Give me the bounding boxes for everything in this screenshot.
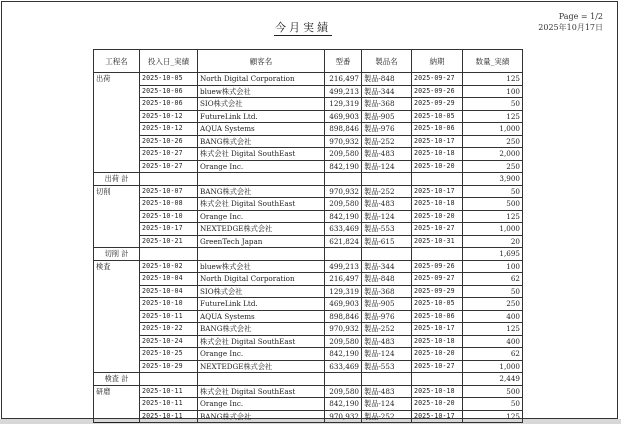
- subtotal-row: [94, 173, 523, 186]
- input-date: 2025-10-25: [140, 348, 198, 361]
- empty-cell: [198, 173, 325, 186]
- model-no: 129,319: [325, 98, 362, 111]
- quantity: 62: [463, 273, 523, 286]
- quantity: 250: [463, 160, 523, 173]
- product-name: 製品-252: [362, 323, 412, 336]
- product-name: 製品-368: [362, 98, 412, 111]
- due-date: 2025-10-17: [412, 410, 463, 423]
- product-name: 製品-252: [362, 135, 412, 148]
- model-no: 842,190: [325, 398, 362, 411]
- table-row: [94, 85, 523, 98]
- input-date: 2025-10-10: [140, 210, 198, 223]
- quantity: 125: [463, 73, 523, 86]
- product-name: 製品-344: [362, 260, 412, 273]
- product-name: 製品-848: [362, 73, 412, 86]
- model-no: 209,580: [325, 148, 362, 161]
- input-date: 2025-10-06: [140, 98, 198, 111]
- process-cell-empty: [94, 410, 140, 423]
- input-date: 2025-10-11: [140, 385, 198, 398]
- empty-cell: [198, 373, 325, 386]
- product-name: 製品-615: [362, 235, 412, 248]
- customer: North Digital Corporation: [198, 273, 325, 286]
- table-row: [94, 348, 523, 361]
- input-date: 2025-10-05: [140, 73, 198, 86]
- empty-cell: [362, 173, 412, 186]
- product-name: 製品-124: [362, 348, 412, 361]
- page-info: [538, 11, 603, 33]
- input-date: 2025-10-11: [140, 398, 198, 411]
- header-product: 製品名: [362, 50, 412, 73]
- product-name: 製品-368: [362, 285, 412, 298]
- subtotal-label: 切削 計: [94, 248, 140, 261]
- due-date: 2025-10-27: [412, 360, 463, 373]
- product-name: 製品-483: [362, 335, 412, 348]
- customer: BANG株式会社: [198, 135, 325, 148]
- empty-cell: [412, 373, 463, 386]
- model-no: 970,932: [325, 185, 362, 198]
- customer: Orange Inc.: [198, 210, 325, 223]
- product-name: 製品-124: [362, 398, 412, 411]
- header-model-no: 型番: [325, 50, 362, 73]
- quantity: 125: [463, 210, 523, 223]
- input-date: 2025-10-27: [140, 160, 198, 173]
- model-no: 216,497: [325, 273, 362, 286]
- customer: bluew株式会社: [198, 85, 325, 98]
- input-date: 2025-10-02: [140, 260, 198, 273]
- empty-cell: [198, 248, 325, 261]
- quantity: 100: [463, 85, 523, 98]
- table-row: [94, 410, 523, 423]
- customer: SIO株式会社: [198, 285, 325, 298]
- customer: AQUA Systems: [198, 123, 325, 136]
- input-date: 2025-10-21: [140, 235, 198, 248]
- model-no: 621,824: [325, 235, 362, 248]
- product-name: 製品-252: [362, 410, 412, 423]
- due-date: 2025-10-20: [412, 210, 463, 223]
- process-cell-empty: [94, 348, 140, 361]
- quantity: 1,000: [463, 223, 523, 236]
- process-cell-empty: [94, 335, 140, 348]
- quantity: 400: [463, 310, 523, 323]
- due-date: 2025-10-17: [412, 185, 463, 198]
- product-name: 製品-483: [362, 148, 412, 161]
- results-table: [93, 49, 523, 423]
- header-input-date: 投入日_実績: [140, 50, 198, 73]
- due-date: 2025-10-18: [412, 335, 463, 348]
- process-cell-empty: [94, 123, 140, 136]
- customer: AQUA Systems: [198, 310, 325, 323]
- input-date: 2025-10-11: [140, 410, 198, 423]
- model-no: 842,190: [325, 348, 362, 361]
- due-date: 2025-09-27: [412, 73, 463, 86]
- customer: GreenTech Japan: [198, 235, 325, 248]
- header-process: 工程名: [94, 50, 140, 73]
- empty-cell: [362, 373, 412, 386]
- table-row: [94, 310, 523, 323]
- subtotal-label: 検査 計: [94, 373, 140, 386]
- input-date: 2025-10-26: [140, 135, 198, 148]
- product-name: 製品-252: [362, 185, 412, 198]
- model-no: 209,580: [325, 335, 362, 348]
- customer: Orange Inc.: [198, 160, 325, 173]
- model-no: 216,497: [325, 73, 362, 86]
- due-date: 2025-10-27: [412, 223, 463, 236]
- table-row: [94, 110, 523, 123]
- table-row: [94, 73, 523, 86]
- input-date: 2025-10-08: [140, 198, 198, 211]
- model-no: 499,213: [325, 260, 362, 273]
- header-due-date: 納期: [412, 50, 463, 73]
- input-date: 2025-10-17: [140, 223, 198, 236]
- quantity: 1,000: [463, 123, 523, 136]
- subtotal-row: [94, 373, 523, 386]
- due-date: 2025-09-26: [412, 85, 463, 98]
- subtotal-quantity: 3,900: [463, 173, 523, 186]
- empty-cell: [325, 373, 362, 386]
- empty-cell: [140, 248, 198, 261]
- product-name: 製品-848: [362, 273, 412, 286]
- report-title: 今月実績: [275, 21, 331, 34]
- process-cell-empty: [94, 298, 140, 311]
- process-cell-empty: [94, 223, 140, 236]
- due-date: 2025-09-29: [412, 285, 463, 298]
- table-row: [94, 135, 523, 148]
- table-row: [94, 185, 523, 198]
- process-cell-empty: [94, 273, 140, 286]
- input-date: 2025-10-10: [140, 298, 198, 311]
- customer: BANG株式会社: [198, 323, 325, 336]
- due-date: 2025-10-18: [412, 198, 463, 211]
- empty-cell: [412, 173, 463, 186]
- due-date: 2025-10-18: [412, 148, 463, 161]
- customer: North Digital Corporation: [198, 73, 325, 86]
- process-cell-empty: [94, 198, 140, 211]
- page-number: Page = 1/2: [558, 12, 603, 21]
- process-cell-empty: [94, 160, 140, 173]
- table-row: [94, 148, 523, 161]
- customer: FutureLink Ltd.: [198, 110, 325, 123]
- table-row: [94, 385, 523, 398]
- due-date: 2025-10-05: [412, 298, 463, 311]
- process-cell-empty: [94, 85, 140, 98]
- customer: 株式会社 Digital SouthEast: [198, 198, 325, 211]
- model-no: 842,190: [325, 210, 362, 223]
- process-name: 研磨: [94, 385, 140, 398]
- input-date: 2025-10-12: [140, 110, 198, 123]
- product-name: 製品-483: [362, 385, 412, 398]
- process-cell-empty: [94, 285, 140, 298]
- model-no: 633,469: [325, 360, 362, 373]
- customer: BANG株式会社: [198, 410, 325, 423]
- input-date: 2025-10-06: [140, 85, 198, 98]
- quantity: 50: [463, 98, 523, 111]
- table-row: [94, 123, 523, 136]
- table-row: [94, 160, 523, 173]
- model-no: 970,932: [325, 135, 362, 148]
- model-no: 898,846: [325, 310, 362, 323]
- model-no: 970,932: [325, 323, 362, 336]
- model-no: 633,469: [325, 223, 362, 236]
- subtotal-row: [94, 248, 523, 261]
- header-customer: 顧客名: [198, 50, 325, 73]
- quantity: 125: [463, 323, 523, 336]
- product-name: 製品-976: [362, 123, 412, 136]
- input-date: 2025-10-29: [140, 360, 198, 373]
- process-cell-empty: [94, 98, 140, 111]
- empty-cell: [412, 248, 463, 261]
- quantity: 250: [463, 135, 523, 148]
- process-cell-empty: [94, 398, 140, 411]
- due-date: 2025-10-20: [412, 398, 463, 411]
- customer: Orange Inc.: [198, 398, 325, 411]
- table-row: [94, 98, 523, 111]
- product-name: 製品-905: [362, 298, 412, 311]
- customer: NEXTEDGE株式会社: [198, 223, 325, 236]
- due-date: 2025-10-05: [412, 110, 463, 123]
- table-row: [94, 273, 523, 286]
- empty-cell: [140, 373, 198, 386]
- table-row: [94, 210, 523, 223]
- table-row: [94, 298, 523, 311]
- due-date: 2025-09-26: [412, 260, 463, 273]
- process-name: 切削: [94, 185, 140, 198]
- empty-cell: [325, 248, 362, 261]
- input-date: 2025-10-24: [140, 335, 198, 348]
- process-cell-empty: [94, 210, 140, 223]
- input-date: 2025-10-27: [140, 148, 198, 161]
- table-row: [94, 335, 523, 348]
- due-date: 2025-10-06: [412, 310, 463, 323]
- table-header-row: [94, 50, 523, 73]
- process-cell-empty: [94, 135, 140, 148]
- due-date: 2025-10-17: [412, 323, 463, 336]
- input-date: 2025-10-22: [140, 323, 198, 336]
- subtotal-label: 出荷 計: [94, 173, 140, 186]
- quantity: 125: [463, 410, 523, 423]
- due-date: 2025-10-20: [412, 348, 463, 361]
- process-cell-empty: [94, 360, 140, 373]
- due-date: 2025-10-18: [412, 385, 463, 398]
- empty-cell: [325, 173, 362, 186]
- model-no: 209,580: [325, 385, 362, 398]
- due-date: 2025-10-31: [412, 235, 463, 248]
- input-date: 2025-10-07: [140, 185, 198, 198]
- quantity: 100: [463, 260, 523, 273]
- subtotal-quantity: 2,449: [463, 373, 523, 386]
- due-date: 2025-10-17: [412, 135, 463, 148]
- subtotal-quantity: 1,695: [463, 248, 523, 261]
- customer: FutureLink Ltd.: [198, 298, 325, 311]
- table-row: [94, 360, 523, 373]
- customer: 株式会社 Digital SouthEast: [198, 148, 325, 161]
- quantity: 62: [463, 348, 523, 361]
- model-no: 209,580: [325, 198, 362, 211]
- header-quantity: 数量_実績: [463, 50, 523, 73]
- customer: BANG株式会社: [198, 185, 325, 198]
- model-no: 129,319: [325, 285, 362, 298]
- table-row: [94, 398, 523, 411]
- quantity: 50: [463, 285, 523, 298]
- quantity: 500: [463, 385, 523, 398]
- model-no: 970,932: [325, 410, 362, 423]
- quantity: 2,000: [463, 148, 523, 161]
- customer: 株式会社 Digital SouthEast: [198, 335, 325, 348]
- process-cell-empty: [94, 310, 140, 323]
- input-date: 2025-10-04: [140, 273, 198, 286]
- product-name: 製品-483: [362, 198, 412, 211]
- process-cell-empty: [94, 148, 140, 161]
- due-date: 2025-10-06: [412, 123, 463, 136]
- quantity: 400: [463, 335, 523, 348]
- due-date: 2025-09-29: [412, 98, 463, 111]
- product-name: 製品-905: [362, 110, 412, 123]
- process-cell-empty: [94, 323, 140, 336]
- table-row: [94, 260, 523, 273]
- customer: 株式会社 Digital SouthEast: [198, 385, 325, 398]
- product-name: 製品-344: [362, 85, 412, 98]
- customer: Orange Inc.: [198, 348, 325, 361]
- quantity: 125: [463, 110, 523, 123]
- due-date: 2025-09-27: [412, 273, 463, 286]
- model-no: 499,213: [325, 85, 362, 98]
- process-cell-empty: [94, 110, 140, 123]
- product-name: 製品-553: [362, 360, 412, 373]
- product-name: 製品-553: [362, 223, 412, 236]
- quantity: 50: [463, 398, 523, 411]
- empty-cell: [140, 173, 198, 186]
- process-name: 検査: [94, 260, 140, 273]
- quantity: 500: [463, 198, 523, 211]
- quantity: 20: [463, 235, 523, 248]
- table-row: [94, 223, 523, 236]
- due-date: 2025-10-20: [412, 160, 463, 173]
- model-no: 469,903: [325, 298, 362, 311]
- product-name: 製品-124: [362, 210, 412, 223]
- empty-cell: [362, 248, 412, 261]
- model-no: 898,846: [325, 123, 362, 136]
- model-no: 842,190: [325, 160, 362, 173]
- product-name: 製品-124: [362, 160, 412, 173]
- model-no: 469,903: [325, 110, 362, 123]
- table-row: [94, 323, 523, 336]
- process-name: 出荷: [94, 73, 140, 86]
- input-date: 2025-10-04: [140, 285, 198, 298]
- customer: SIO株式会社: [198, 98, 325, 111]
- report-date: 2025年10月17日: [538, 23, 603, 32]
- process-cell-empty: [94, 235, 140, 248]
- table-row: [94, 285, 523, 298]
- quantity: 250: [463, 298, 523, 311]
- input-date: 2025-10-12: [140, 123, 198, 136]
- quantity: 1,000: [463, 360, 523, 373]
- customer: NEXTEDGE株式会社: [198, 360, 325, 373]
- table-row: [94, 198, 523, 211]
- product-name: 製品-976: [362, 310, 412, 323]
- input-date: 2025-10-11: [140, 310, 198, 323]
- quantity: 50: [463, 185, 523, 198]
- table-row: [94, 235, 523, 248]
- customer: bluew株式会社: [198, 260, 325, 273]
